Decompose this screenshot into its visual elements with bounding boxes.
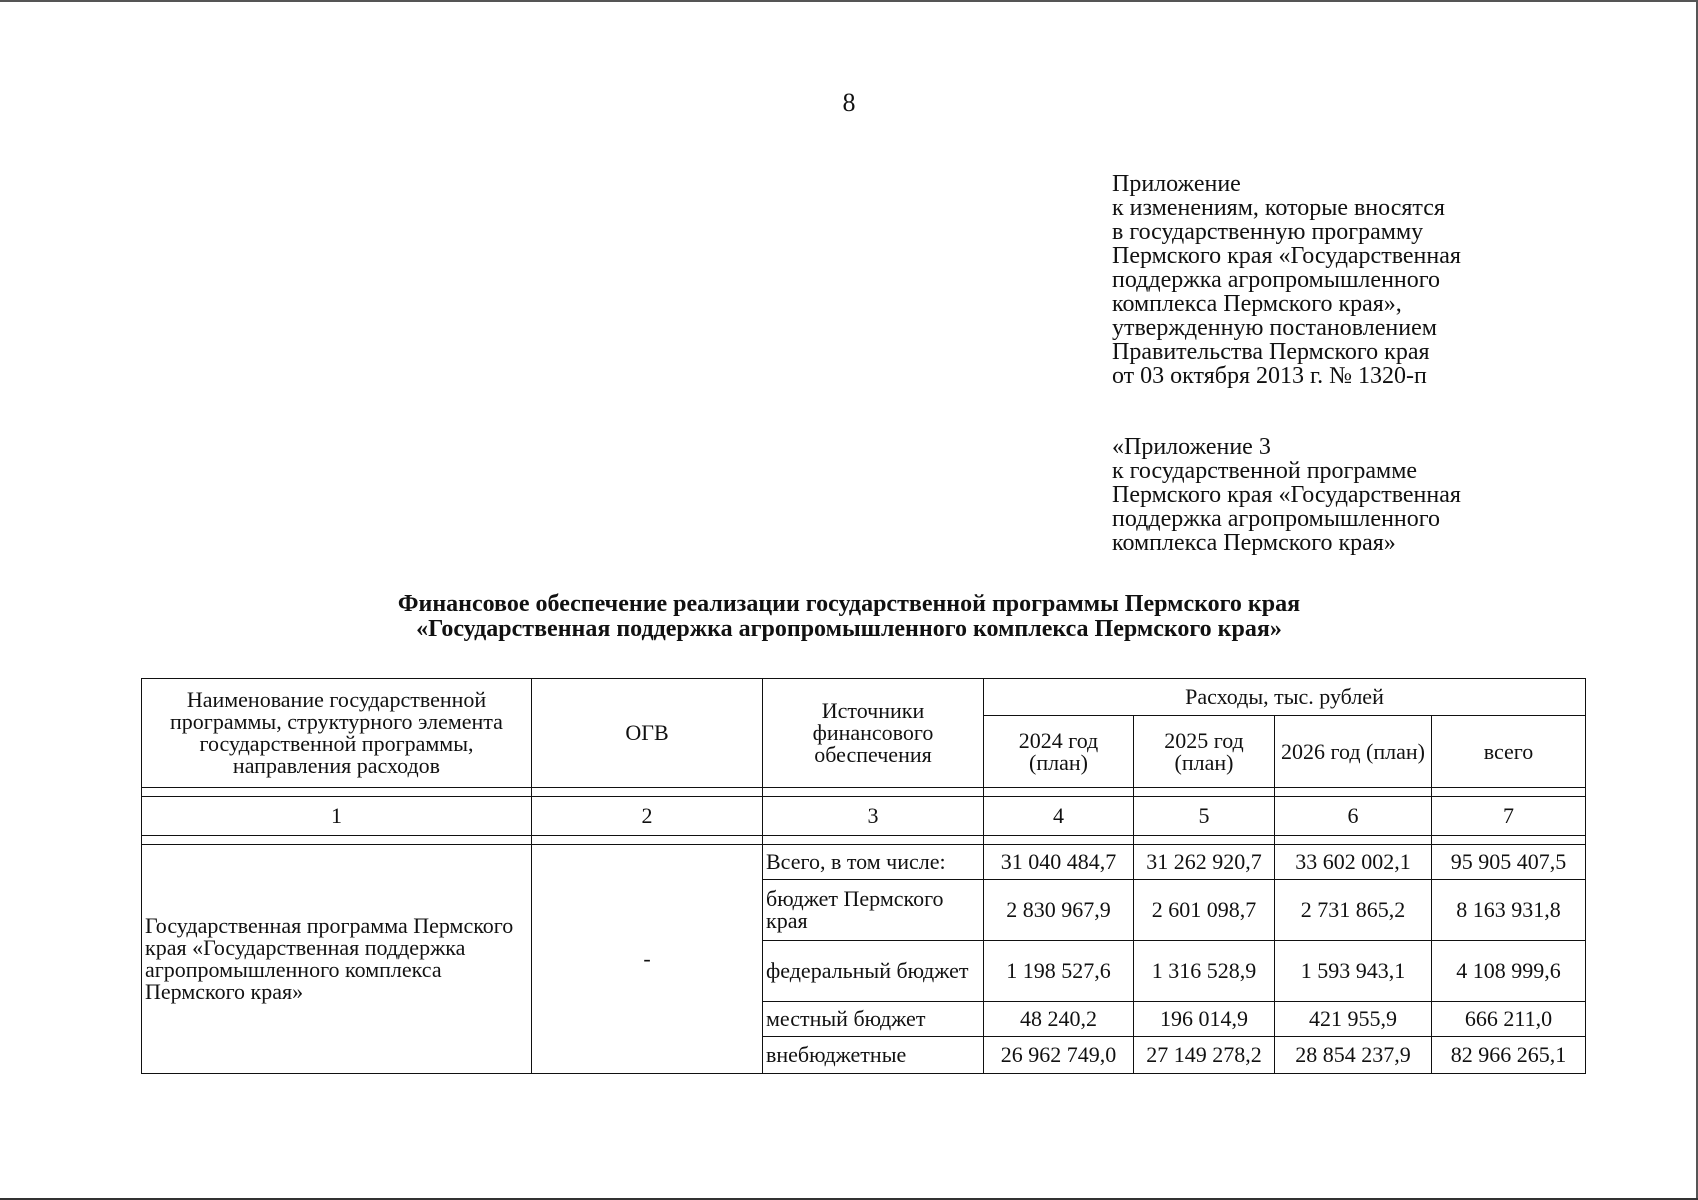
annex-line: Правительства Пермского края (1112, 339, 1430, 365)
annex-line: к государственной программе (1112, 458, 1418, 484)
source-cell: местный бюджет (763, 1002, 984, 1037)
value-total: 95 905 407,5 (1432, 845, 1586, 880)
program-ogv: - (532, 845, 763, 1074)
column-number: 3 (763, 797, 984, 836)
value-2026: 421 955,9 (1275, 1002, 1432, 1037)
value-total: 8 163 931,8 (1432, 880, 1586, 941)
header-total: всего (1432, 716, 1586, 788)
column-number: 6 (1275, 797, 1432, 836)
document-title (0, 592, 1698, 642)
value-2024: 31 040 484,7 (984, 845, 1134, 880)
column-number: 7 (1432, 797, 1586, 836)
source-cell: федеральный бюджет (763, 941, 984, 1002)
column-numbers-row (142, 797, 1586, 836)
source-cell: внебюджетные (763, 1037, 984, 1074)
column-number: 5 (1134, 797, 1275, 836)
annex-line: к изменениям, которые вносятся (1112, 195, 1445, 221)
column-number: 1 (142, 797, 532, 836)
value-total: 82 966 265,1 (1432, 1037, 1586, 1074)
annex-line: «Приложение 3 (1112, 434, 1271, 460)
program-name: Государственная программа Пермского края «Государственная поддержка агропромышленного комплекса Пермского края» (142, 845, 532, 1074)
annex-line: Пермского края «Государственная (1112, 243, 1461, 269)
value-2025: 2 601 098,7 (1134, 880, 1275, 941)
column-number: 2 (532, 797, 763, 836)
title-line-1: Финансовое обеспечение реализации государственной программы Пермского края (397, 591, 1301, 617)
source-cell: Всего, в том числе: (763, 845, 984, 880)
annex-line: утвержденную постановлением (1112, 315, 1437, 341)
page-number: 8 (842, 88, 856, 117)
annex-line: поддержка агропромышленного (1112, 506, 1440, 532)
header-gap (142, 788, 1586, 797)
column-number: 4 (984, 797, 1134, 836)
value-2024: 2 830 967,9 (984, 880, 1134, 941)
value-2025: 27 149 278,2 (1134, 1037, 1275, 1074)
value-2024: 48 240,2 (984, 1002, 1134, 1037)
header-year-2025: 2025 год (план) (1134, 716, 1275, 788)
header-year-2026: 2026 год (план) (1275, 716, 1432, 788)
annex-line: комплекса Пермского края» (1112, 530, 1396, 556)
value-2024: 26 962 749,0 (984, 1037, 1134, 1074)
annex-line: Приложение (1112, 171, 1241, 197)
annex-line: поддержка агропромышленного (1112, 267, 1440, 293)
value-total: 666 211,0 (1432, 1002, 1586, 1037)
value-2026: 1 593 943,1 (1275, 941, 1432, 1002)
value-2025: 31 262 920,7 (1134, 845, 1275, 880)
value-2025: 196 014,9 (1134, 1002, 1275, 1037)
annex-line: комплекса Пермского края», (1112, 291, 1402, 317)
value-total: 4 108 999,6 (1432, 941, 1586, 1002)
annex-block-appendix-3 (1112, 435, 1461, 555)
value-2024: 1 198 527,6 (984, 941, 1134, 1002)
annex-line: в государственную программу (1112, 219, 1424, 245)
annex-line: Пермского края «Государственная (1112, 482, 1461, 508)
financing-table (141, 678, 1586, 1074)
value-2026: 2 731 865,2 (1275, 880, 1432, 941)
annex-line: от 03 октября 2013 г. № 1320-п (1112, 363, 1427, 389)
value-2025: 1 316 528,9 (1134, 941, 1275, 1002)
annex-block-changes (1112, 172, 1461, 388)
page-edge-top (0, 0, 1698, 2)
value-2026: 33 602 002,1 (1275, 845, 1432, 880)
title-line-2: «Государственная поддержка агропромышленного комплекса Пермского края» (416, 616, 1282, 642)
column-numbers-gap (142, 836, 1586, 845)
header-expenses: Расходы, тыс. рублей (984, 679, 1586, 716)
value-2026: 28 854 237,9 (1275, 1037, 1432, 1074)
header-ogv: ОГВ (532, 679, 763, 788)
table-row (142, 845, 1586, 880)
header-year-2024: 2024 год (план) (984, 716, 1134, 788)
source-cell: бюджет Пермского края (763, 880, 984, 941)
header-sources: Источники финансового обеспечения (763, 679, 984, 788)
header-name: Наименование государственной программы, структурного элемента государственной программы, направления расходов (142, 679, 532, 788)
